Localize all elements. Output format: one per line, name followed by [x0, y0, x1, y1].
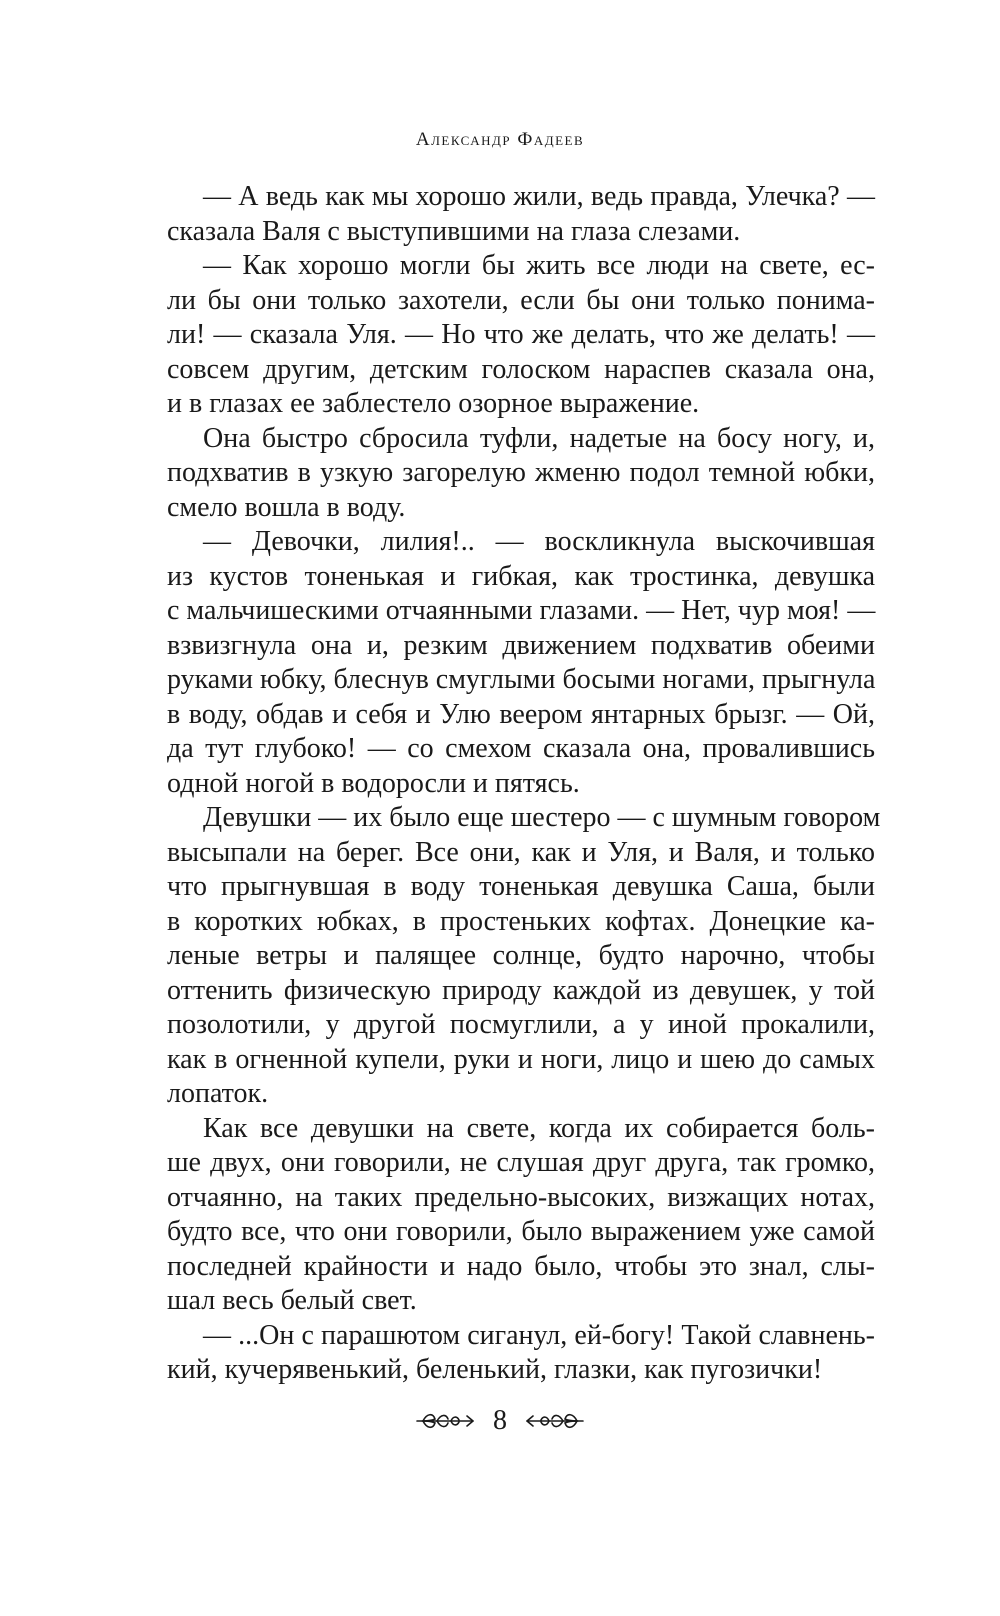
text-line: как в огненной купели, руки и ноги, лицо и шею до самых	[167, 1043, 875, 1075]
text-line: последней крайности и надо было, чтобы это знал, слы-	[167, 1250, 875, 1282]
text-line: — Как хорошо могли бы жить все люди на свете, ес-	[203, 250, 875, 281]
paragraph	[167, 249, 875, 422]
text-line: Она быстро сбросила туфли, надетые на босу ногу, и,	[203, 422, 875, 454]
paragraph	[167, 422, 875, 526]
running-head: Александр Фадеев	[415, 129, 585, 150]
text-line: да тут глубоко! — со смехом сказала она, провалившись	[167, 733, 875, 764]
text-line: кий, кучерявенький, беленький, глазки, как пугозички!	[167, 1354, 823, 1385]
text-line: оттенить физическую природу каждой из девушек, у той	[167, 974, 875, 1006]
text-line: ли бы они только захотели, если бы они только понима-	[167, 284, 875, 316]
text-line: ли! — сказала Уля. — Но что же делать, что же делать! —	[167, 319, 875, 350]
body-text	[167, 180, 881, 1388]
left-ornament-icon	[415, 1410, 479, 1432]
text-line: сказала Валя с выступившими на глаза слезами.	[167, 215, 741, 247]
text-line: шал весь белый свет.	[167, 1285, 417, 1316]
text-line: смело вошла в воду.	[167, 491, 406, 523]
paragraph	[167, 180, 875, 249]
paragraph	[167, 801, 881, 1112]
paragraph	[167, 525, 875, 801]
paragraph	[167, 1112, 875, 1319]
text-line: Как все девушки на свете, когда их собирается боль-	[203, 1112, 875, 1144]
text-line: из кустов тоненькая и гибкая, как тростинка, девушка	[167, 560, 875, 592]
page-footer	[0, 1404, 1000, 1438]
text-line: что прыгнувшая в воду тоненькая девушка Саша, были	[167, 871, 875, 902]
text-line: совсем другим, детским голоском нараспев сказала она,	[167, 353, 875, 385]
text-line: и в глазах ее заблестело озорное выражение.	[167, 388, 700, 419]
text-line: руками юбку, блеснув смуглыми босыми ногами, прыгнула	[167, 664, 876, 695]
text-line: будто все, что они говорили, было выражением уже самой	[167, 1216, 875, 1247]
text-line: ше двух, они говорили, не слушая друг друга, так громко,	[167, 1147, 875, 1178]
text-line: — ...Он с парашютом сиганул, ей-богу! Такой славнень-	[203, 1319, 875, 1351]
text-line: — А ведь как мы хорошо жили, ведь правда, Улечка? —	[203, 181, 875, 212]
text-line: высыпали на берег. Все они, как и Уля, и Валя, и только	[167, 836, 875, 868]
text-line: в воду, обдав и себя и Улю веером янтарных брызг. — Ой,	[167, 698, 875, 730]
text-line: в коротких юбках, в простеньких кофтах. Донецкие ка-	[167, 905, 875, 937]
paragraph	[167, 1319, 875, 1388]
right-ornament-icon	[521, 1410, 585, 1432]
text-line: подхватив в узкую загорелую жменю подол темной юбки,	[167, 457, 875, 488]
text-line: — Девочки, лилия!.. — воскликнула выскочившая	[203, 526, 875, 557]
page-number: 8	[493, 1405, 507, 1436]
text-line: лопаток.	[167, 1078, 269, 1109]
text-line: позолотили, у другой посмуглили, а у иной прокалили,	[167, 1009, 875, 1040]
text-line: взвизгнула она и, резким движением подхватив обеими	[167, 629, 875, 661]
text-line: одной ногой в водоросли и пятясь.	[167, 767, 580, 799]
text-line: с мальчишескими отчаянными глазами. — Нет, чур моя! —	[167, 595, 876, 626]
text-line: отчаянно, на таких предельно-высоких, визжащих нотах,	[167, 1181, 875, 1213]
text-line: Девушки — их было еще шестеро — с шумным говором	[203, 802, 881, 833]
text-line: леные ветры и палящее солнце, будто нарочно, чтобы	[167, 940, 875, 971]
